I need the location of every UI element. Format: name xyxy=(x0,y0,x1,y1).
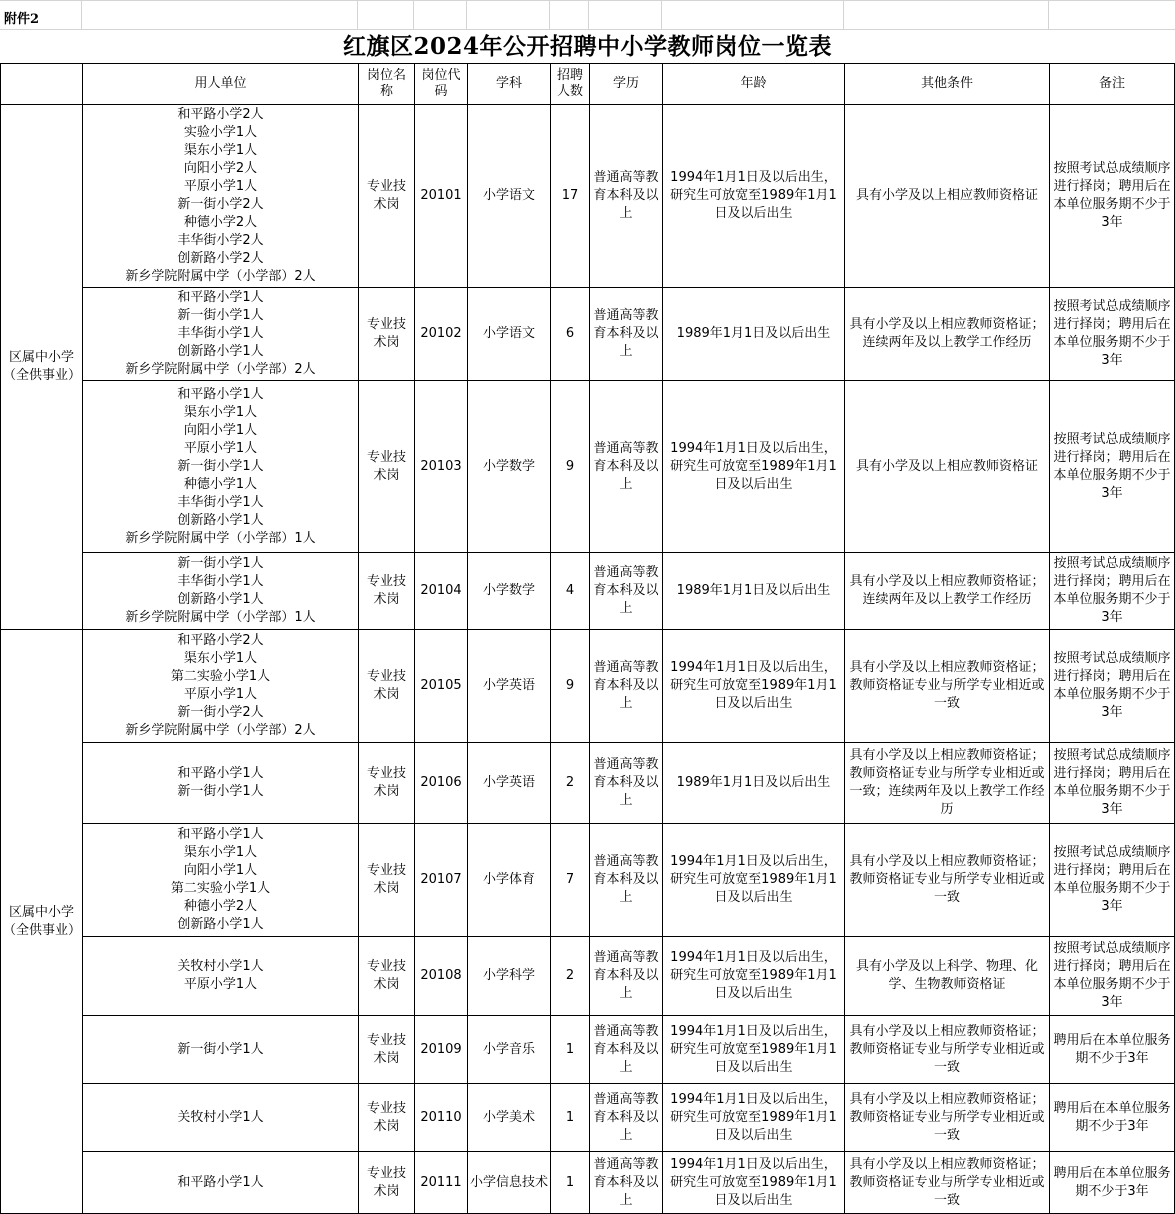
cell-other: 具有小学及以上相应教师资格证；连续两年及以上教学工作经历 xyxy=(845,288,1050,381)
header-unit: 用人单位 xyxy=(83,64,359,105)
cell-post-code: 20103 xyxy=(415,381,468,553)
cell-subject: 小学科学 xyxy=(468,937,551,1016)
cell-age: 1994年1月1日及以后出生，研究生可放宽至1989年1月1日及以后出生 xyxy=(663,1084,845,1152)
cell-count: 2 xyxy=(551,937,590,1016)
cell-count: 9 xyxy=(551,381,590,553)
cell-units: 新一街小学1人 丰华街小学1人 创新路小学1人 新乡学院附属中学（小学部）1人 xyxy=(83,553,359,630)
cell-post-name: 专业技术岗 xyxy=(359,288,415,381)
cell-post-name: 专业技术岗 xyxy=(359,1084,415,1152)
cell-post-name: 专业技术岗 xyxy=(359,105,415,288)
cell-subject: 小学音乐 xyxy=(468,1016,551,1084)
attachment-label: 附件2 xyxy=(4,12,40,27)
table-row xyxy=(1,1152,1175,1214)
cell-education: 普通高等教育本科及以上 xyxy=(590,105,663,288)
cell-age: 1989年1月1日及以后出生 xyxy=(663,553,845,630)
cell-other: 具有小学及以上相应教师资格证 xyxy=(845,381,1050,553)
cell-post-code: 20109 xyxy=(415,1016,468,1084)
cell-post-code: 20102 xyxy=(415,288,468,381)
cell-post-name: 专业技术岗 xyxy=(359,743,415,824)
cell-subject: 小学数学 xyxy=(468,553,551,630)
cell-units: 和平路小学1人 新一街小学1人 xyxy=(83,743,359,824)
cell-notes: 聘用后在本单位服务期不少于3年 xyxy=(1050,1016,1175,1084)
table-row xyxy=(1,105,1175,288)
cell-subject: 小学英语 xyxy=(468,630,551,743)
cell-notes: 按照考试总成绩顺序进行择岗；聘用后在本单位服务期不少于3年 xyxy=(1050,824,1175,937)
cell-age: 1994年1月1日及以后出生，研究生可放宽至1989年1月1日及以后出生 xyxy=(663,1152,845,1214)
cell-post-name: 专业技术岗 xyxy=(359,1152,415,1214)
table-row xyxy=(1,553,1175,630)
cell-age: 1989年1月1日及以后出生 xyxy=(663,288,845,381)
cell-post-name: 专业技术岗 xyxy=(359,630,415,743)
header-row xyxy=(1,64,1175,105)
cell-post-name: 专业技术岗 xyxy=(359,553,415,630)
cell-education: 普通高等教育本科及以上 xyxy=(590,630,663,743)
cell-subject: 小学体育 xyxy=(468,824,551,937)
cell-post-code: 20110 xyxy=(415,1084,468,1152)
cell-age: 1994年1月1日及以后出生，研究生可放宽至1989年1月1日及以后出生 xyxy=(663,1016,845,1084)
cell-units: 关牧村小学1人 xyxy=(83,1084,359,1152)
cell-other: 具有小学及以上相应教师资格证 xyxy=(845,105,1050,288)
cell-count: 2 xyxy=(551,743,590,824)
header-category xyxy=(1,64,83,105)
table-row xyxy=(1,743,1175,824)
cell-notes: 聘用后在本单位服务期不少于3年 xyxy=(1050,1084,1175,1152)
cell-post-name: 专业技术岗 xyxy=(359,824,415,937)
cell-post-code: 20106 xyxy=(415,743,468,824)
cell-notes: 按照考试总成绩顺序进行择岗；聘用后在本单位服务期不少于3年 xyxy=(1050,630,1175,743)
cell-subject: 小学数学 xyxy=(468,381,551,553)
cell-post-code: 20107 xyxy=(415,824,468,937)
cell-age: 1994年1月1日及以后出生，研究生可放宽至1989年1月1日及以后出生 xyxy=(663,630,845,743)
cell-notes: 聘用后在本单位服务期不少于3年 xyxy=(1050,1152,1175,1214)
header-post-code: 岗位代码 xyxy=(415,64,468,105)
table-row xyxy=(1,824,1175,937)
cell-other: 具有小学及以上相应教师资格证；教师资格证专业与所学专业相近或一致 xyxy=(845,1152,1050,1214)
header-age: 年龄 xyxy=(663,64,845,105)
cell-units: 关牧村小学1人 平原小学1人 xyxy=(83,937,359,1016)
cell-subject: 小学美术 xyxy=(468,1084,551,1152)
cell-units: 和平路小学2人 渠东小学1人 第二实验小学1人 平原小学1人 新一街小学2人 新乡学院附属中学（小学部）2人 xyxy=(83,630,359,743)
cell-post-code: 20111 xyxy=(415,1152,468,1214)
cell-count: 7 xyxy=(551,824,590,937)
cell-age: 1989年1月1日及以后出生 xyxy=(663,743,845,824)
cell-other: 具有小学及以上相应教师资格证；教师资格证专业与所学专业相近或一致 xyxy=(845,1016,1050,1084)
cell-education: 普通高等教育本科及以上 xyxy=(590,1016,663,1084)
table-row xyxy=(1,937,1175,1016)
recruitment-table xyxy=(0,63,1175,1214)
header-subject: 学科 xyxy=(468,64,551,105)
cell-count: 1 xyxy=(551,1016,590,1084)
cell-age: 1994年1月1日及以后出生，研究生可放宽至1989年1月1日及以后出生 xyxy=(663,824,845,937)
cell-subject: 小学语文 xyxy=(468,105,551,288)
cell-education: 普通高等教育本科及以上 xyxy=(590,937,663,1016)
cell-notes: 按照考试总成绩顺序进行择岗；聘用后在本单位服务期不少于3年 xyxy=(1050,937,1175,1016)
header-notes: 备注 xyxy=(1050,64,1175,105)
table-row xyxy=(1,1084,1175,1152)
cell-education: 普通高等教育本科及以上 xyxy=(590,553,663,630)
sheet-gridlines xyxy=(0,0,1175,30)
cell-subject: 小学信息技术 xyxy=(468,1152,551,1214)
cell-other: 具有小学及以上相应教师资格证；教师资格证专业与所学专业相近或一致 xyxy=(845,630,1050,743)
cell-notes: 按照考试总成绩顺序进行择岗；聘用后在本单位服务期不少于3年 xyxy=(1050,743,1175,824)
cell-other: 具有小学及以上相应教师资格证；教师资格证专业与所学专业相近或一致 xyxy=(845,824,1050,937)
cell-units: 和平路小学1人 新一街小学1人 丰华街小学1人 创新路小学1人 新乡学院附属中学（小学部）2人 xyxy=(83,288,359,381)
header-count: 招聘人数 xyxy=(551,64,590,105)
sheet-top-gridline xyxy=(0,0,1175,1)
cell-notes: 按照考试总成绩顺序进行择岗；聘用后在本单位服务期不少于3年 xyxy=(1050,553,1175,630)
header-education: 学历 xyxy=(590,64,663,105)
cell-age: 1994年1月1日及以后出生，研究生可放宽至1989年1月1日及以后出生 xyxy=(663,381,845,553)
cell-other: 具有小学及以上相应教师资格证；教师资格证专业与所学专业相近或一致；连续两年及以上教学工作经历 xyxy=(845,743,1050,824)
cell-education: 普通高等教育本科及以上 xyxy=(590,381,663,553)
cell-notes: 按照考试总成绩顺序进行择岗；聘用后在本单位服务期不少于3年 xyxy=(1050,105,1175,288)
table-row xyxy=(1,630,1175,743)
cell-age: 1994年1月1日及以后出生，研究生可放宽至1989年1月1日及以后出生 xyxy=(663,937,845,1016)
cell-education: 普通高等教育本科及以上 xyxy=(590,824,663,937)
cell-notes: 按照考试总成绩顺序进行择岗；聘用后在本单位服务期不少于3年 xyxy=(1050,381,1175,553)
cell-post-name: 专业技术岗 xyxy=(359,1016,415,1084)
header-other: 其他条件 xyxy=(845,64,1050,105)
cell-post-code: 20108 xyxy=(415,937,468,1016)
cell-count: 9 xyxy=(551,630,590,743)
group-label: 区属中小学（全供事业） xyxy=(1,630,83,1214)
cell-units: 新一街小学1人 xyxy=(83,1016,359,1084)
table-row xyxy=(1,1016,1175,1084)
cell-subject: 小学语文 xyxy=(468,288,551,381)
cell-other: 具有小学及以上相应教师资格证；连续两年及以上教学工作经历 xyxy=(845,553,1050,630)
cell-post-name: 专业技术岗 xyxy=(359,937,415,1016)
cell-notes: 按照考试总成绩顺序进行择岗；聘用后在本单位服务期不少于3年 xyxy=(1050,288,1175,381)
cell-post-code: 20105 xyxy=(415,630,468,743)
cell-count: 17 xyxy=(551,105,590,288)
cell-units: 和平路小学2人 实验小学1人 渠东小学1人 向阳小学2人 平原小学1人 新一街小学2人 种德小学2人 丰华街小学2人 创新路小学2人 新乡学院附属中学（小学部）2人 xyxy=(83,105,359,288)
cell-education: 普通高等教育本科及以上 xyxy=(590,743,663,824)
table-row xyxy=(1,381,1175,553)
cell-other: 具有小学及以上科学、物理、化学、生物教师资格证 xyxy=(845,937,1050,1016)
cell-count: 1 xyxy=(551,1152,590,1214)
cell-other: 具有小学及以上相应教师资格证；教师资格证专业与所学专业相近或一致 xyxy=(845,1084,1050,1152)
cell-count: 6 xyxy=(551,288,590,381)
cell-post-code: 20104 xyxy=(415,553,468,630)
cell-education: 普通高等教育本科及以上 xyxy=(590,288,663,381)
header-post-name: 岗位名称 xyxy=(359,64,415,105)
group-label: 区属中小学（全供事业） xyxy=(1,105,83,630)
cell-age: 1994年1月1日及以后出生，研究生可放宽至1989年1月1日及以后出生 xyxy=(663,105,845,288)
cell-units: 和平路小学1人 渠东小学1人 向阳小学1人 第二实验小学1人 种德小学2人 创新路小学1人 xyxy=(83,824,359,937)
page-title: 红旗区2024年公开招聘中小学教师岗位一览表 xyxy=(342,33,832,60)
table-row xyxy=(1,288,1175,381)
cell-units: 和平路小学1人 xyxy=(83,1152,359,1214)
cell-education: 普通高等教育本科及以上 xyxy=(590,1152,663,1214)
cell-post-name: 专业技术岗 xyxy=(359,381,415,553)
cell-education: 普通高等教育本科及以上 xyxy=(590,1084,663,1152)
cell-subject: 小学英语 xyxy=(468,743,551,824)
cell-count: 4 xyxy=(551,553,590,630)
cell-post-code: 20101 xyxy=(415,105,468,288)
cell-units: 和平路小学1人 渠东小学1人 向阳小学1人 平原小学1人 新一街小学1人 种德小学1人 丰华街小学1人 创新路小学1人 新乡学院附属中学（小学部）1人 xyxy=(83,381,359,553)
cell-count: 1 xyxy=(551,1084,590,1152)
